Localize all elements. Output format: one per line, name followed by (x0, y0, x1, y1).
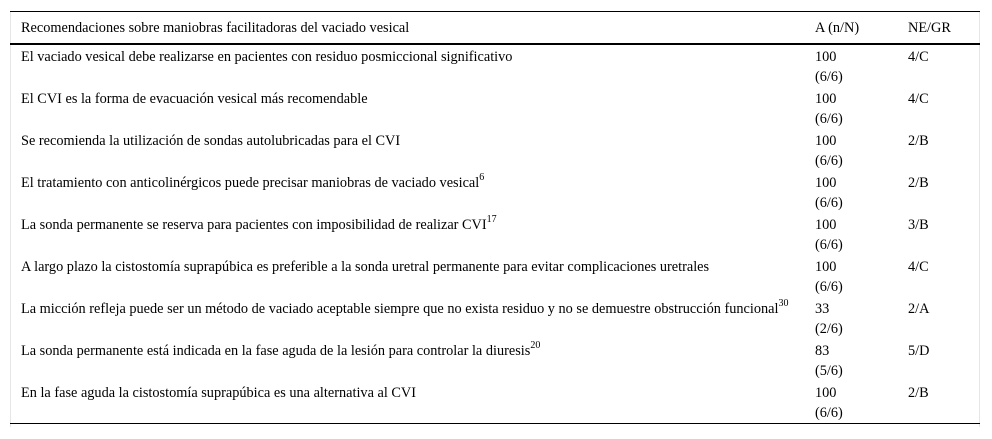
reference-superscript: 30 (778, 298, 789, 310)
table-row (10, 87, 980, 129)
header-recommendation: Recomendaciones sobre maniobras facilitadoras del vaciado vesical (21, 19, 410, 36)
agreement-ratio: (6/6) (815, 153, 843, 169)
recommendation-cell (10, 381, 815, 424)
recommendation-cell (10, 255, 815, 297)
recommendation-text: A largo plazo la cistostomía suprapúbica es preferible a la sonda uretral permanente para evitar complicaciones uretrales (21, 259, 710, 275)
agreement-percent: 100 (815, 175, 837, 191)
evidence-grade-cell: 2/B (908, 133, 929, 149)
recommendation-cell (10, 297, 815, 339)
recommendation-cell (10, 87, 815, 129)
table-row (10, 213, 980, 255)
reference-superscript: 6 (479, 172, 485, 184)
recommendation-cell (10, 213, 815, 255)
agreement-percent: 83 (815, 343, 830, 359)
reference-superscript: 20 (530, 340, 541, 352)
agreement-cell (815, 171, 908, 213)
agreement-percent: 33 (815, 301, 830, 317)
recommendation-text: La sonda permanente está indicada en la fase aguda de la lesión para controlar la diuresis (21, 343, 531, 359)
agreement-ratio: (6/6) (815, 237, 843, 253)
recommendation-text: La micción refleja puede ser un método de vaciado aceptable siempre que no exista residuo y no se demuestre obstrucción funcional (21, 301, 779, 317)
recommendation-text: El vaciado vesical debe realizarse en pacientes con residuo posmiccional significativo (21, 49, 513, 65)
table-header-row (10, 12, 980, 45)
agreement-cell (815, 129, 908, 171)
recommendations-table (10, 11, 980, 424)
recommendation-text: El tratamiento con anticolinérgicos puede precisar maniobras de vaciado vesical (21, 175, 480, 191)
header-agreement: A (n/N) (815, 19, 860, 36)
agreement-percent: 100 (815, 259, 837, 275)
table-row (10, 129, 980, 171)
recommendation-cell (10, 339, 815, 381)
evidence-grade-cell: 4/C (908, 259, 929, 275)
table-row (10, 339, 980, 381)
recommendation-cell (10, 171, 815, 213)
evidence-grade-cell: 4/C (908, 91, 929, 107)
agreement-percent: 100 (815, 385, 837, 401)
agreement-cell (815, 213, 908, 255)
agreement-cell (815, 87, 908, 129)
table-row (10, 255, 980, 297)
evidence-grade-cell: 2/A (908, 301, 930, 317)
agreement-percent: 100 (815, 49, 837, 65)
recommendation-cell (10, 129, 815, 171)
agreement-cell (815, 255, 908, 297)
agreement-ratio: (6/6) (815, 111, 843, 127)
evidence-grade-cell: 3/B (908, 217, 929, 233)
agreement-cell (815, 44, 908, 87)
table-row (10, 44, 980, 87)
agreement-ratio: (6/6) (815, 195, 843, 211)
recommendation-text: La sonda permanente se reserva para pacientes con imposibilidad de realizar CVI (21, 217, 487, 233)
agreement-ratio: (6/6) (815, 405, 843, 421)
agreement-ratio: (2/6) (815, 321, 843, 337)
agreement-percent: 100 (815, 133, 837, 149)
agreement-ratio: (5/6) (815, 363, 843, 379)
header-evidence: NE/GR (908, 19, 951, 36)
agreement-percent: 100 (815, 91, 837, 107)
recommendation-cell (10, 44, 815, 87)
evidence-grade-cell: 2/B (908, 175, 929, 191)
table-row (10, 297, 980, 339)
evidence-grade-cell: 5/D (908, 343, 930, 359)
table-row (10, 381, 980, 424)
recommendation-text: En la fase aguda la cistostomía suprapúbica es una alternativa al CVI (21, 385, 417, 401)
agreement-ratio: (6/6) (815, 69, 843, 85)
table-row (10, 171, 980, 213)
recommendation-text: El CVI es la forma de evacuación vesical más recomendable (21, 91, 368, 107)
agreement-cell (815, 297, 908, 339)
agreement-cell (815, 339, 908, 381)
recommendation-text: Se recomienda la utilización de sondas autolubricadas para el CVI (21, 133, 401, 149)
reference-superscript: 17 (486, 214, 497, 226)
evidence-grade-cell: 2/B (908, 385, 929, 401)
agreement-ratio: (6/6) (815, 279, 843, 295)
evidence-grade-cell: 4/C (908, 49, 929, 65)
agreement-percent: 100 (815, 217, 837, 233)
agreement-cell (815, 381, 908, 424)
